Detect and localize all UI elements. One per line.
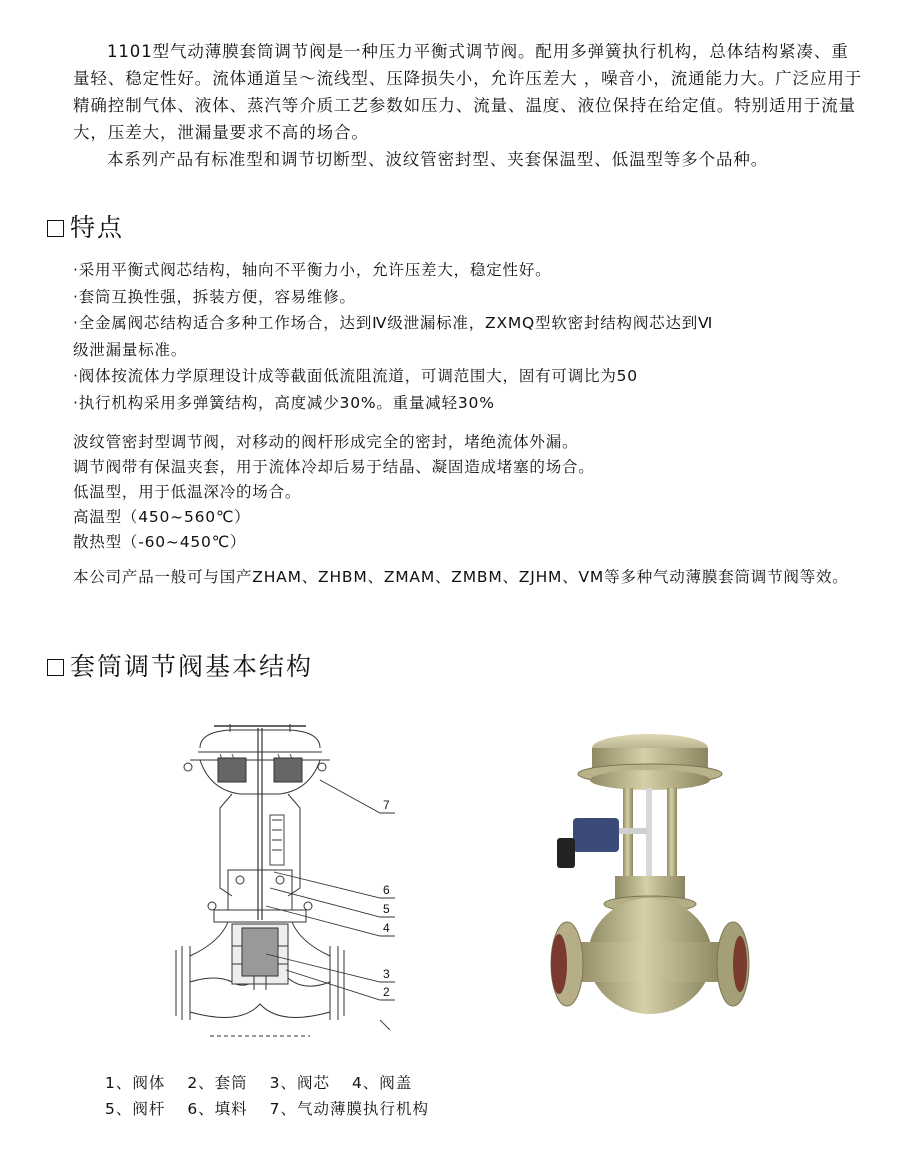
- checkbox-square-icon: [47, 220, 64, 237]
- legend-item: 7、气动薄膜执行机构: [269, 1100, 429, 1118]
- feature-item: ·全金属阀芯结构适合多种工作场合，达到Ⅳ级泄漏标准，ZXMQ型软密封结构阀芯达到Ⅵ: [73, 314, 714, 332]
- legend-row: [105, 1070, 445, 1096]
- legend-row: [105, 1096, 445, 1122]
- callout-label: 5: [383, 902, 390, 916]
- feature-item: ·采用平衡式阀芯结构，轴向不平衡力小，允许压差大，稳定性好。: [73, 261, 552, 279]
- feature-item-continued: 级泄漏量标准。: [73, 340, 188, 359]
- features-heading-text: 特点: [70, 213, 125, 242]
- note-line: 散热型（-60~450℃）: [73, 533, 247, 551]
- legend-item: 2、套筒: [187, 1074, 248, 1092]
- intro-paragraph: 1101型气动薄膜套筒调节阀是一种压力平衡式调节阀。配用多弹簧执行机构，总体结构紧凑、重量轻、稳定性好。流体通道呈～流线型、压降损失小，允许压差大 ，噪音小，流通能力大。广泛应用于精确控制气体、液体、蒸汽等介质工艺参数如压力、流量、温度、液位保持在给定值。特别适用于流量大，压差大，泄漏量要求不高的场合。: [73, 42, 863, 142]
- callout-label: 6: [383, 883, 390, 897]
- feature-item: ·执行机构采用多弹簧结构，高度减少30%。重量减轻30%: [73, 393, 495, 412]
- callout-label: 3: [383, 967, 390, 981]
- parts-legend: [105, 1070, 445, 1122]
- features-heading: [47, 212, 124, 244]
- callout-label: 2: [383, 985, 390, 999]
- legend-item: 1、阀体: [105, 1074, 166, 1092]
- checkbox-square-icon: [47, 659, 64, 676]
- callout-label: 4: [383, 921, 390, 935]
- legend-item: 4、阀盖: [351, 1074, 413, 1092]
- valve-product-photo: [545, 728, 755, 1028]
- structure-heading-text: 套筒调节阀基本结构: [70, 652, 314, 681]
- features-list: [73, 257, 873, 416]
- valve-cross-section-drawing: [170, 720, 410, 1050]
- note-line: 低温型，用于低温深冷的场合。: [73, 483, 302, 501]
- feature-item: ·阀体按流体力学原理设计成等截面低流阻流道，可调范围大，固有可调比为50: [73, 367, 638, 385]
- variant-notes: [73, 430, 873, 555]
- note-line: 调节阀带有保温夹套，用于流体冷却后易于结晶、凝固造成堵塞的场合。: [73, 458, 595, 476]
- note-line: 波纹管密封型调节阀，对移动的阀杆形成完全的密封，堵绝流体外漏。: [73, 433, 579, 451]
- legend-item: 5、阀杆: [105, 1100, 166, 1118]
- intro-paragraph-variants: 本系列产品有标准型和调节切断型、波纹管密封型、夹套保温型、低温型等多个品种。: [107, 150, 769, 169]
- feature-item: ·套筒互换性强，拆装方便，容易维修。: [73, 287, 356, 306]
- intro-section: [73, 38, 863, 173]
- callout-label: 7: [383, 798, 390, 812]
- legend-item: 6、填料: [187, 1100, 248, 1118]
- equivalence-paragraph: 本公司产品一般可与国产ZHAM、ZHBM、ZMAM、ZMBM、ZJHM、VM等多种气动薄膜套筒调节阀等效。: [73, 568, 849, 586]
- note-line: 高温型（450~560℃）: [73, 508, 251, 526]
- structure-heading: [47, 651, 313, 683]
- legend-item: 3、阀芯: [269, 1074, 330, 1092]
